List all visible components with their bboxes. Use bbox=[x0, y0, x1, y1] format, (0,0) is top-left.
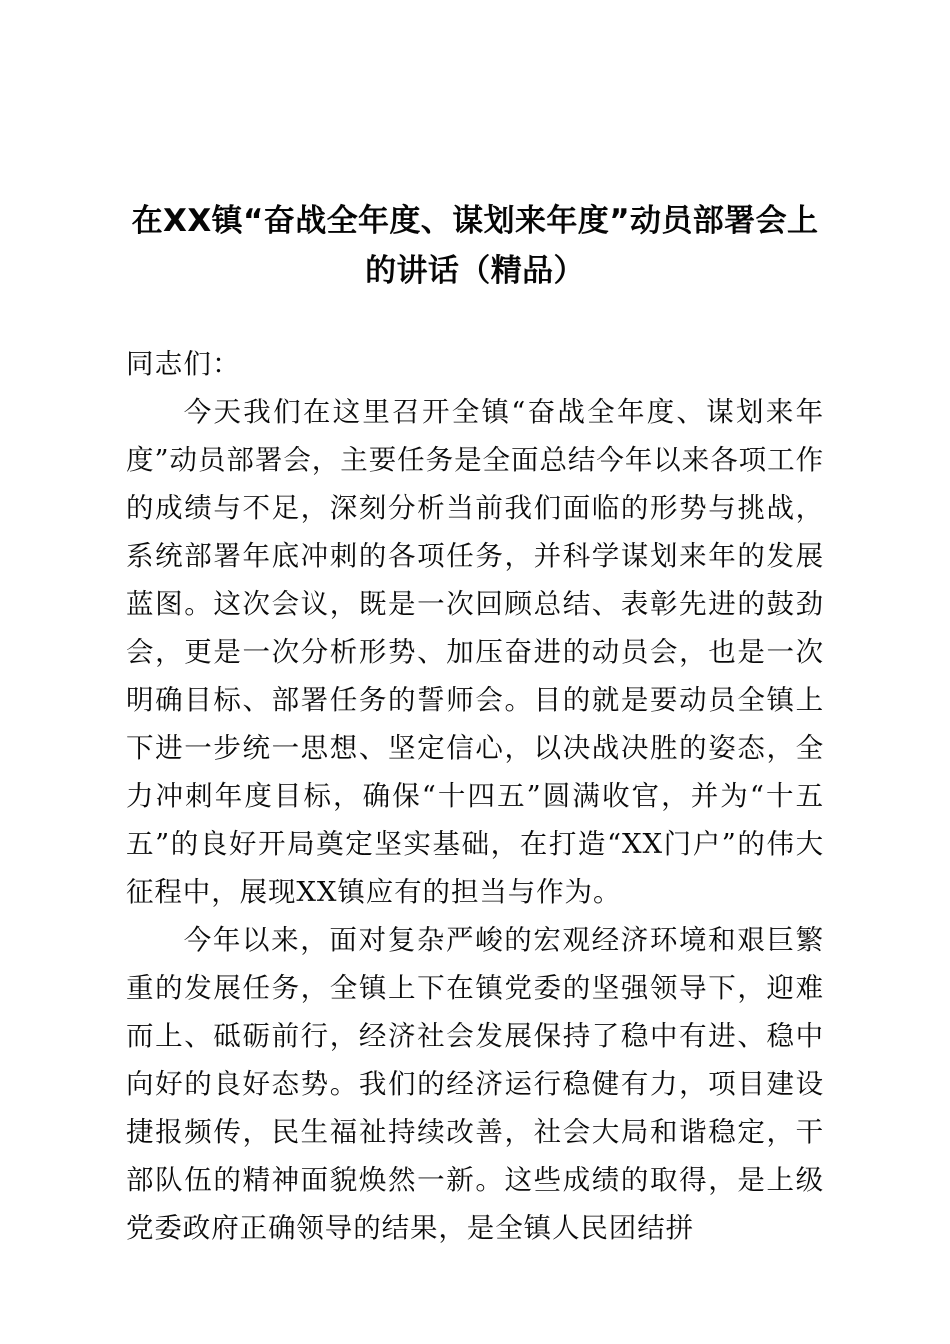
page-content-area bbox=[126, 0, 824, 1252]
body-paragraph-2: 今年以来，面对复杂严峻的宏观经济环境和艰巨繁重的发展任务，全镇上下在镇党委的坚强领导下，迎难而上、砥砺前行，经济社会发展保持了稳中有进、稳中向好的良好态势。我们的经济运行稳健有力，项目建设捷报频传，民生福祉持续改善，社会大局和谐稳定，干部队伍的精神面貌焕然一新。这些成绩的取得，是上级党委政府正确领导的结果，是全镇人民团结拼 bbox=[126, 924, 824, 1244]
document-title: 在XX镇“奋战全年度、谋划来年度”动员部署会上的讲话（精品） bbox=[131, 203, 819, 289]
salutation-line: 同志们： bbox=[126, 348, 241, 380]
document-body bbox=[126, 340, 824, 1252]
body-paragraph-1: 今天我们在这里召开全镇“奋战全年度、谋划来年度”动员部署会，主要任务是全面总结今年以来各项工作的成绩与不足，深刻分析当前我们面临的形势与挑战，系统部署年底冲刺的各项任务，并科学谋划来年的发展蓝图。这次会议，既是一次回顾总结、表彰先进的鼓劲会，更是一次分析形势、加压奋进的动员会，也是一次明确目标、部署任务的誓师会。目的就是要动员全镇上下进一步统一思想、坚定信心，以决战决胜的姿态，全力冲刺年度目标，确保“十四五”圆满收官，并为“十五五”的良好开局奠定坚实基础，在打造“XX门户”的伟大征程中，展现XX镇应有的担当与作为。 bbox=[126, 396, 824, 908]
